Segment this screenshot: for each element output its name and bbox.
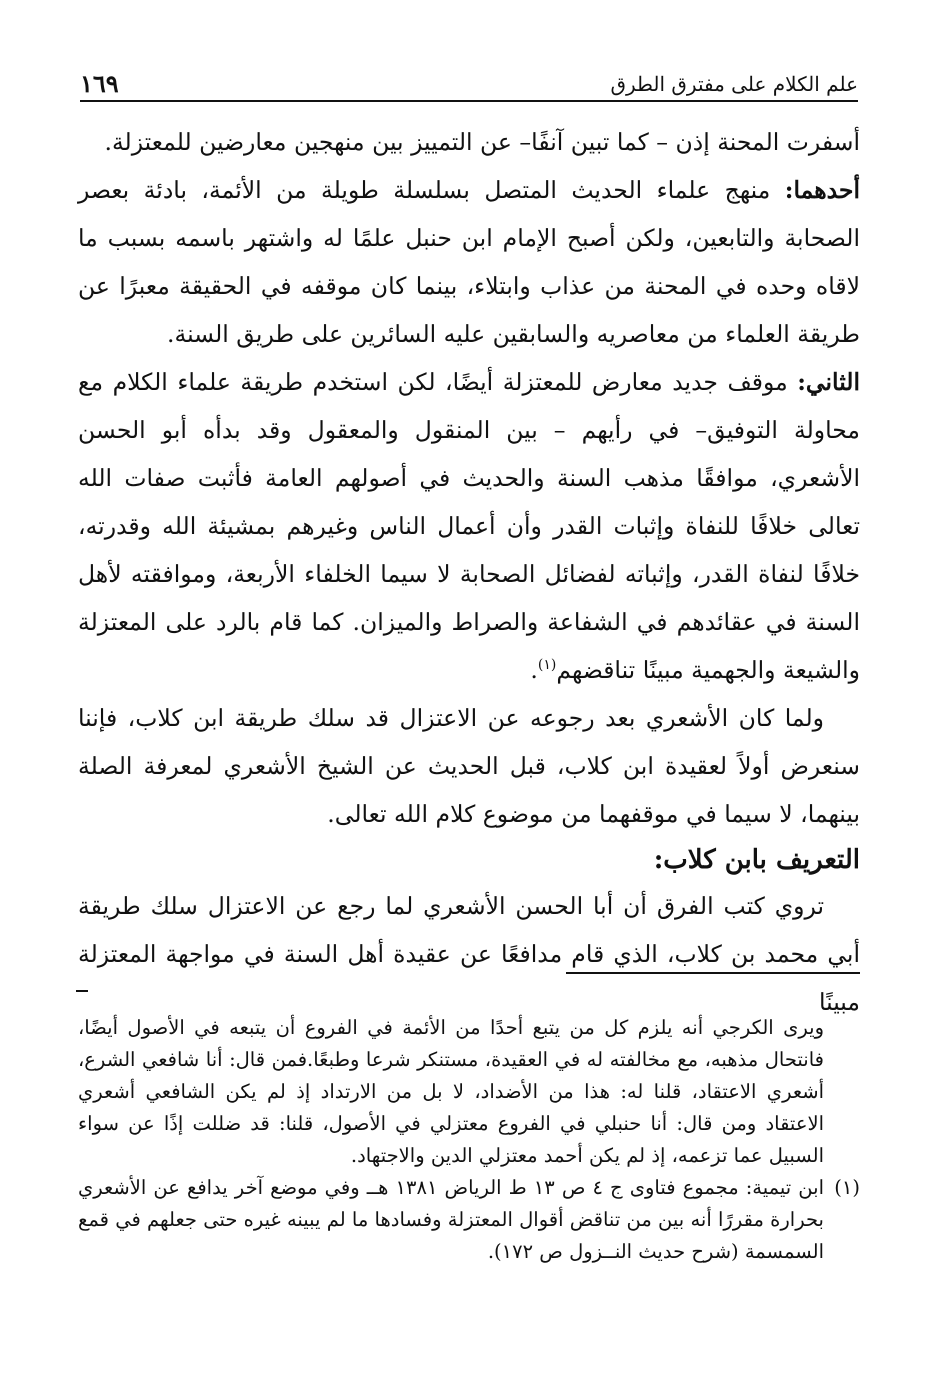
paragraph-intro-text: أسفرت المحنة إذن – كما تبين آنفًا– عن التمييز بين منهجين معارضين للمعتزلة. xyxy=(104,128,860,156)
footnote-continuation-mark xyxy=(76,990,88,992)
second-method-text: موقف جديد معارض للمعتزلة أيضًا، لكن استخدم طريقة علماء الكلام مع محاولة التوفيق– في رأيهم – بين المنقول والمعقول وقد بدأه أبو الحسن الأشعري، موافقًا مذهب السنة والحديث في أصولهم العامة فأثبت صفات الله تعالى خلافًا للنفاة وإثبات القدر وأن أعمال الناس وغيرهم بمشيئة الله وقدرته، خلافًا لنفاة القدر، وإثباته لفضائل الصحابة لا سيما الخلفاء الأربعة، وموافقته لأهل السنة في عقائدهم في الشفاعة والصراط والميزان. كما قام بالرد على المعتزلة والشيعة والجهمية مبينًا تناقضهم xyxy=(78,368,860,684)
paragraph-intro xyxy=(78,118,860,166)
running-header xyxy=(80,62,858,102)
paragraph-transition xyxy=(78,694,860,838)
paragraph-first-method xyxy=(78,166,860,358)
header-title: علم الكلام على مفترق الطرق xyxy=(610,72,858,96)
paragraph-ibn-kullab-text: تروي كتب الفرق أن أبا الحسن الأشعري لما رجع عن الاعتزال سلك طريقة أبي محمد بن كلاب، الذي قام مدافعًا عن عقيدة أهل السنة في مواجهة المعتزلة مبينًا xyxy=(78,892,860,1016)
footnote-1 xyxy=(78,1172,860,1268)
main-text xyxy=(78,118,860,1026)
paragraph-ibn-kullab xyxy=(78,882,860,1026)
page-number: ١٦٩ xyxy=(80,69,119,98)
first-method-lead: أحدهما: xyxy=(784,176,860,204)
footnote-continuation: ويرى الكرجي أنه يلزم كل من يتبع أحدًا من الأئمة في الفروع أن يتبعه في الأصول أيضًا، فانتحال مذهبه، مع مخالفته له في العقيدة، مستنكر شرعا وطبعًا.فمن قال: أنا شافعي الشرع، أشعري الاعتقاد، قلنا له: هذا من الأضداد، لا بل من الارتداد إذ لم يكن الشافعي أشعري الاعتقاد ومن قال: أنا حنبلي في الفروع معتزلي في الأصول، قلنا: قد ضللت إذًا عن سواء السبيل عما تزعمه، إذ لم يكن أحمد معتزلي الدين والاجتهاد. xyxy=(78,1016,824,1167)
footnote-reference: (١) xyxy=(537,657,557,674)
second-method-end: . xyxy=(530,656,538,684)
second-method-lead: الثاني: xyxy=(797,368,860,396)
footnote-1-text: ابن تيمية: مجموع فتاوى ج ٤ ص ١٣ ط الرياض ١٣٨١ هــ وفي موضع آخر يدافع عن الأشعري بحرارة مقررًا أنه بين من تناقض أقوال المعتزلة وفسادها ما لم يبينه غيره حتى جعلهم في قمع السمسمة (شرح حديث النــزول ص ١٧٢). xyxy=(78,1176,824,1263)
first-method-text: منهج علماء الحديث المتصل بسلسلة طويلة من الأئمة، بادئة بعصر الصحابة والتابعين، ولكن أصبح الإمام ابن حنبل علمًا له واشتهر باسمه بسبب ما لاقاه وحده في المحنة من عذاب وابتلاء، بينما كان موقفه في الحقيقة معبرًا عن طريقة العلماء من معاصريه والسابقين عليه السائرين على طريق السنة. xyxy=(78,176,860,348)
paragraph-second-method xyxy=(78,358,860,694)
footnote-divider xyxy=(566,972,860,974)
footnotes xyxy=(78,1012,860,1268)
paragraph-transition-text: ولما كان الأشعري بعد رجوعه عن الاعتزال قد سلك طريقة ابن كلاب، فإننا سنعرض أولاً لعقيدة ابن كلاب، قبل الحديث عن الشيخ الأشعري لمعرفة الصلة بينهما، لا سيما في موقفهما من موضوع كلام الله تعالى. xyxy=(78,704,860,828)
section-heading: التعريف بابن كلاب: xyxy=(653,845,860,875)
footnote-1-number: (١) xyxy=(834,1176,860,1199)
